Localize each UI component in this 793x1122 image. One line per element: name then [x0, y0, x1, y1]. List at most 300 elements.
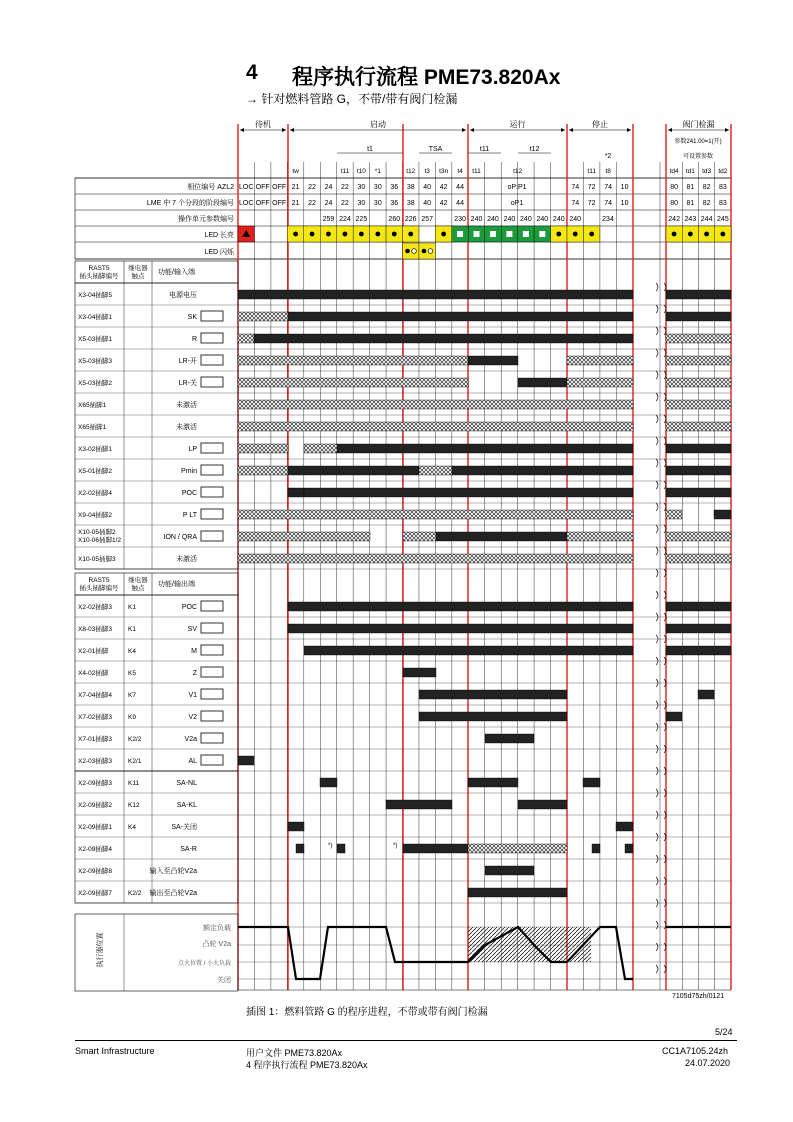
break-marker — [656, 503, 666, 511]
break-marker — [656, 305, 666, 313]
break-marker — [656, 393, 666, 401]
bar-sa-r — [403, 844, 468, 853]
input-pin: X65插脚1 — [78, 424, 107, 431]
footer-chapter: 4 程序执行流程 PME73.820Ax — [246, 1060, 368, 1070]
bar-power — [238, 290, 633, 299]
bar-sa-nl — [583, 778, 600, 787]
output-symbol-icon — [201, 711, 223, 721]
output-relay: K2/1 — [128, 758, 142, 765]
input-func: 电源电压 — [169, 292, 197, 299]
lme-code-cell: 80 — [670, 200, 679, 207]
phase-code-cell: 42 — [439, 184, 448, 191]
input-func: P LT — [182, 512, 197, 519]
bar-ion — [238, 532, 370, 541]
output-relay: K1 — [128, 626, 136, 633]
output-relay: K5 — [128, 670, 136, 677]
output-relay: K4 — [128, 648, 136, 655]
sa-func: SA-KL — [176, 802, 197, 809]
bar-v1 — [419, 690, 567, 699]
figure-code: 7105d75zh/0121 — [672, 993, 725, 1000]
led-dot — [408, 232, 413, 237]
led-square — [539, 231, 545, 237]
phase-code-cell: 38 — [406, 184, 415, 191]
bar-cam-in — [485, 866, 534, 875]
led-square — [474, 231, 480, 237]
output-header-pin: 插头插脚编号 — [79, 585, 119, 592]
bar-inactive — [238, 554, 633, 563]
bar-lp — [666, 444, 731, 453]
break-marker — [656, 415, 666, 423]
bar-cam-out — [468, 888, 567, 897]
phase-valve-label: 阀门检漏 — [682, 120, 715, 129]
break-marker — [656, 481, 666, 489]
valve-param-note: 参数241.00=1(开) — [674, 139, 722, 145]
output-pin: X7-01插脚3 — [78, 736, 112, 743]
output-symbol-icon — [201, 755, 223, 765]
param-code-cell: 243 — [684, 216, 697, 223]
input-func: R — [191, 336, 197, 343]
input-header-pin: RAST5 — [88, 265, 110, 272]
timer-label: t12 — [406, 168, 416, 175]
param-code-cell: 242 — [668, 216, 680, 223]
break-marker — [656, 965, 666, 973]
bar-sa-close — [616, 822, 633, 831]
param-code-cell: 260 — [388, 216, 401, 223]
bar-lp — [238, 444, 288, 453]
input-pin: X5-03插脚1 — [78, 336, 112, 343]
break-marker — [656, 437, 666, 445]
sa-func: SA-NL — [176, 780, 197, 787]
sa-pin: X2-09插脚3 — [78, 780, 112, 787]
phase-code-cell: 22 — [341, 184, 349, 191]
lme-code-cell: 40 — [423, 200, 432, 207]
bracket-tsa-label: TSA — [428, 146, 443, 153]
param-code-cell: 224 — [339, 216, 351, 223]
lme-code-cell: 21 — [291, 200, 300, 207]
input-symbol-icon — [201, 487, 223, 497]
lme-code-cell: 74 — [571, 200, 580, 207]
input-pin: X10-06插脚1/2 — [78, 537, 121, 544]
input-pin: X9-04插脚2 — [78, 512, 112, 519]
bar-inactive — [238, 422, 633, 431]
bar-sa-kl — [518, 800, 567, 809]
led-dot — [441, 232, 446, 237]
sa-relay: K12 — [128, 802, 140, 809]
input-func: POC — [181, 490, 197, 497]
led-dot — [573, 232, 578, 237]
actuator-label: 点火位置 / 小火负载 — [177, 961, 231, 967]
footer-date: 24.07.2020 — [685, 1058, 731, 1068]
sa-pin: X2-09插脚4 — [78, 846, 112, 853]
break-marker — [656, 283, 666, 291]
bar-pmin — [666, 466, 731, 475]
output-func: Z — [192, 670, 197, 677]
bar-pmin — [238, 466, 288, 475]
bracket-t11-label: t11 — [479, 146, 490, 153]
input-header-func: 功能/输入端 — [158, 269, 195, 276]
timer-label: t10 — [356, 168, 366, 175]
phase-code-cell: 36 — [390, 184, 399, 191]
bar-inactive — [666, 400, 731, 409]
bar-lr-open — [666, 356, 731, 365]
led-flash-ring — [412, 249, 417, 254]
bar-v2 — [419, 712, 567, 721]
bracket-star2: *2 — [604, 153, 612, 160]
bar-ion — [436, 532, 567, 541]
output-func: SV — [187, 626, 197, 633]
input-pin: X3-04插脚5 — [78, 292, 112, 299]
bar-sa-r — [592, 844, 600, 853]
phase-code-cell: 10 — [620, 184, 629, 191]
lme-code-cell: 42 — [439, 200, 448, 207]
bar-sk — [666, 312, 731, 321]
timer-label: t3 — [424, 168, 430, 175]
output-pin: X8-03插脚3 — [78, 626, 112, 633]
bar-v2a — [485, 734, 534, 743]
input-symbol-icon — [201, 355, 223, 365]
input-func: LP — [188, 446, 197, 453]
output-symbol-icon — [201, 689, 223, 699]
footer-company: Smart Infrastructure — [75, 1046, 155, 1056]
led-flash-dot — [422, 249, 427, 254]
input-pin: X10-05插脚3 — [78, 556, 116, 563]
break-marker — [656, 943, 666, 951]
output-symbol-icon — [201, 601, 223, 611]
bar-sa-close — [288, 822, 304, 831]
led-dot — [720, 232, 725, 237]
bar-plt — [666, 510, 682, 519]
sa-pin: X2-09插脚2 — [78, 802, 112, 809]
lme-code-cell: 74 — [604, 200, 613, 207]
input-pin: X5-03插脚3 — [78, 358, 112, 365]
output-func: V2a — [184, 736, 197, 743]
bar-pmin — [419, 466, 452, 475]
timer-label: t8 — [605, 168, 611, 175]
param-code-cell: 244 — [700, 216, 713, 223]
bar-sk — [288, 312, 633, 321]
page-title: 程序执行流程 PME73.820Ax — [292, 66, 561, 89]
output-func: POC — [181, 604, 197, 611]
phase-code-cell: 72 — [587, 184, 596, 191]
input-func: 未激活 — [176, 424, 197, 431]
bar-r — [254, 334, 633, 343]
led-square — [506, 231, 512, 237]
lme-code-cell: oP1 — [510, 200, 524, 207]
input-symbol-icon — [201, 377, 223, 387]
output-header-relay: 触点 — [131, 585, 145, 592]
output-pin: X2-01插脚 — [78, 648, 109, 655]
input-header-relay: 继电器 — [128, 265, 148, 272]
bar-al — [238, 756, 254, 765]
output-symbol-icon — [201, 733, 223, 743]
lme-code-cell: 82 — [702, 200, 711, 207]
bar-sa-nl — [468, 778, 518, 787]
timer-label: tw — [292, 168, 299, 175]
lme-code-cell: 36 — [390, 200, 399, 207]
bar-ion — [403, 532, 436, 541]
input-symbol-icon — [201, 509, 223, 519]
bar-m — [304, 646, 633, 655]
param-code-cell: 240 — [487, 216, 499, 223]
led-flash-ring — [428, 249, 433, 254]
lme-code-cell: 38 — [406, 200, 415, 207]
output-relay: K7 — [128, 692, 136, 699]
output-func: V2 — [188, 714, 197, 721]
bar-m — [666, 646, 731, 655]
phase-code-cell: oP:P1 — [507, 184, 527, 191]
bar-poc-in — [288, 488, 304, 497]
row-label-led-flash: LED 闪烁 — [204, 249, 234, 256]
param-code-cell: 226 — [404, 216, 417, 223]
break-marker — [656, 547, 666, 555]
sa-func: SA-R — [180, 846, 197, 853]
led-dot — [556, 232, 561, 237]
row-label-phase: 相位编号 AZL2 — [187, 184, 234, 191]
led-dot — [589, 232, 594, 237]
bar-power — [666, 290, 731, 299]
phase-code-cell: 82 — [702, 184, 711, 191]
phase-code-cell: 30 — [373, 184, 382, 191]
sa-pin: X2-09插脚7 — [78, 890, 112, 897]
section-number: 4 — [246, 61, 258, 84]
break-marker — [656, 349, 666, 357]
bar-poc-in — [666, 488, 731, 497]
lme-code-cell: 30 — [373, 200, 382, 207]
bar-poc-in — [304, 488, 633, 497]
output-pin: X2-02插脚3 — [78, 604, 112, 611]
row-label-led-long: LED 长亮 — [204, 232, 234, 239]
bar-lr-close — [567, 378, 633, 387]
bar-inactive — [666, 422, 731, 431]
input-pin: X5-01插脚2 — [78, 468, 112, 475]
output-header-relay: 继电器 — [128, 577, 148, 584]
lme-code-cell: OFF — [255, 200, 270, 207]
input-pin: X2-02插脚4 — [78, 490, 112, 497]
timer-label: t4 — [457, 168, 463, 175]
row-label-lme: LME 中 7 个分段的阶段编号 — [146, 200, 234, 207]
param-code-cell: 257 — [421, 216, 434, 223]
led-dot — [293, 232, 298, 237]
actuator-label: 额定负载 — [203, 925, 231, 932]
lme-code-cell: 72 — [587, 200, 596, 207]
phase-standby-label: 待机 — [255, 120, 271, 129]
footer-doc: 用户文件 PME73.820Ax — [246, 1048, 343, 1058]
output-relay: K2/2 — [128, 736, 142, 743]
bar-lr-open — [468, 356, 518, 365]
bar-sa-r — [337, 844, 345, 853]
lme-code-cell: 10 — [620, 200, 629, 207]
output-func: AL — [188, 758, 197, 765]
input-symbol-icon — [201, 531, 223, 541]
figure-caption: 插图 1：燃料管路 G 的程序进程，不带或带有阀门检漏 — [246, 1007, 488, 1018]
led-square — [457, 231, 463, 237]
input-pin: X10-05插脚2 — [78, 529, 116, 536]
footer-rule — [75, 1040, 737, 1041]
lme-code-cell: 83 — [718, 200, 727, 207]
break-marker — [656, 921, 666, 929]
sa-func: SA-关闭 — [171, 824, 197, 831]
timer-label: t11 — [472, 168, 481, 175]
timer-label: t11 — [340, 168, 350, 175]
output-header-pin: RAST5 — [88, 577, 110, 584]
input-func: LR-关 — [178, 380, 197, 387]
bar-v2 — [666, 712, 682, 721]
footnote-mark: *) — [393, 843, 398, 849]
input-func: ION / QRA — [163, 534, 197, 541]
bar-lr-close — [666, 378, 731, 387]
led-square — [523, 231, 529, 237]
timer-label: t12 — [513, 168, 523, 175]
bar-inactive — [666, 554, 731, 563]
bar-sv — [666, 624, 731, 633]
param-code-cell: 240 — [520, 216, 532, 223]
led-flash-dot — [405, 249, 410, 254]
sa-func: 输入至凸轮V2a — [149, 868, 197, 875]
sa-relay: K2/2 — [128, 890, 142, 897]
phase-code-cell: OFF — [272, 184, 287, 191]
bar-lr-open — [567, 356, 633, 365]
phase-code-cell: 81 — [686, 184, 695, 191]
bar-lr-open — [238, 356, 468, 365]
timer-label: td4 — [669, 168, 679, 175]
break-marker — [656, 569, 666, 577]
output-relay: K1 — [128, 604, 136, 611]
phase-code-cell: 21 — [291, 184, 300, 191]
lme-code-cell: 30 — [357, 200, 366, 207]
timer-label: td3 — [702, 168, 712, 175]
lme-code-cell: LOC — [239, 200, 254, 207]
subtitle: → 针对燃料管路 G，不带/带有阀门检漏 — [246, 92, 458, 106]
output-symbol-icon — [201, 645, 223, 655]
param-code-cell: 225 — [355, 216, 368, 223]
output-symbol-icon — [201, 623, 223, 633]
output-func: V1 — [188, 692, 197, 699]
led-dot — [392, 232, 397, 237]
sa-relay: K11 — [128, 780, 140, 787]
bar-r — [238, 334, 254, 343]
break-marker — [656, 327, 666, 335]
param-code-cell: 240 — [536, 216, 549, 223]
bar-sa-r — [296, 844, 304, 853]
bar-lr-close — [518, 378, 567, 387]
phase-stop-label: 停止 — [592, 120, 608, 129]
led-dot — [688, 232, 693, 237]
bracket-t1-label: t1 — [367, 146, 373, 153]
lme-code-cell: 22 — [308, 200, 316, 207]
timer-label: *1 — [374, 168, 381, 175]
input-symbol-icon — [201, 333, 223, 343]
output-pin: X7-02插脚3 — [78, 714, 112, 721]
sa-func: 输出至凸轮V2a — [149, 890, 197, 897]
bar-lp — [337, 444, 633, 453]
output-pin: X2-03插脚3 — [78, 758, 112, 765]
param-code-cell: 234 — [602, 216, 614, 223]
led-dot — [704, 232, 709, 237]
lme-code-cell: 24 — [324, 200, 333, 207]
phase-code-cell: LOC — [239, 184, 254, 191]
phase-code-cell: 40 — [423, 184, 432, 191]
bar-lp — [304, 444, 337, 453]
input-func: Pmin — [181, 468, 197, 475]
param-code-cell: 230 — [454, 216, 466, 223]
bracket-t12-label: t12 — [529, 146, 540, 153]
input-func: 未激活 — [176, 556, 197, 563]
bar-sa-r — [468, 844, 567, 853]
param-code-cell: 240 — [503, 216, 516, 223]
bar-sk — [238, 312, 288, 321]
actuator-hatch-area — [468, 927, 567, 962]
phase-code-cell: OFF — [255, 184, 270, 191]
bar-ion — [567, 532, 633, 541]
param-code-cell: 240 — [569, 216, 582, 223]
phase-code-cell: 22 — [308, 184, 316, 191]
bar-sa-nl — [320, 778, 337, 787]
timer-label: t11 — [587, 168, 596, 175]
phase-startup-label: 启动 — [370, 120, 386, 129]
input-pin: X65插脚1 — [78, 402, 107, 409]
timer-label: td1 — [685, 168, 695, 175]
sa-pin: X2-09插脚1 — [78, 824, 112, 831]
sa-pin: X2-09插脚8 — [78, 868, 112, 875]
phase-code-cell: 24 — [324, 184, 333, 191]
footer-doc-code: CC1A7105.24zh — [662, 1046, 729, 1056]
input-symbol-icon — [201, 443, 223, 453]
bar-poc-out — [288, 602, 633, 611]
output-pin: X7-04插脚4 — [78, 692, 112, 699]
phase-code-cell: 30 — [357, 184, 366, 191]
actuator-label: 凸轮 V2a — [202, 941, 231, 948]
phase-code-cell: 44 — [456, 184, 464, 191]
input-header-relay: 触点 — [131, 273, 145, 280]
break-marker — [656, 459, 666, 467]
bar-v1 — [698, 690, 714, 699]
break-marker — [656, 371, 666, 379]
bar-poc-out — [666, 602, 731, 611]
phase-code-cell: 74 — [571, 184, 580, 191]
param-code-cell: 259 — [322, 216, 335, 223]
output-pin: X4-02插脚 — [78, 670, 109, 677]
bar-sv — [288, 624, 633, 633]
param-code-cell: 240 — [470, 216, 483, 223]
bar-ion — [666, 532, 731, 541]
actuator-title: 执行器位置 — [97, 932, 104, 968]
valve-settable: 可设置参数 — [682, 154, 714, 160]
bar-r — [666, 334, 731, 343]
param-code-cell: 240 — [552, 216, 565, 223]
break-marker — [656, 525, 666, 533]
timer-label: t3n — [439, 168, 449, 175]
bar-lr-close — [238, 378, 468, 387]
lme-code-cell: 44 — [456, 200, 464, 207]
timer-label: td2 — [718, 168, 728, 175]
lme-code-cell: OFF — [272, 200, 287, 207]
led-dot — [326, 232, 331, 237]
param-code-cell: 245 — [717, 216, 729, 223]
break-marker — [656, 591, 666, 599]
phase-code-cell: 74 — [604, 184, 613, 191]
input-func: LR-开 — [178, 358, 197, 365]
input-header-pin: 插头插脚编号 — [79, 273, 119, 280]
footnote-mark: *) — [328, 843, 333, 849]
lme-code-cell: 81 — [686, 200, 695, 207]
bar-z — [403, 668, 436, 677]
sa-relay: K4 — [128, 824, 136, 831]
bar-plt — [238, 510, 633, 519]
input-func: 未激活 — [176, 402, 197, 409]
output-func: M — [191, 648, 197, 655]
input-symbol-icon — [201, 465, 223, 475]
input-pin: X3-02插脚1 — [78, 446, 112, 453]
